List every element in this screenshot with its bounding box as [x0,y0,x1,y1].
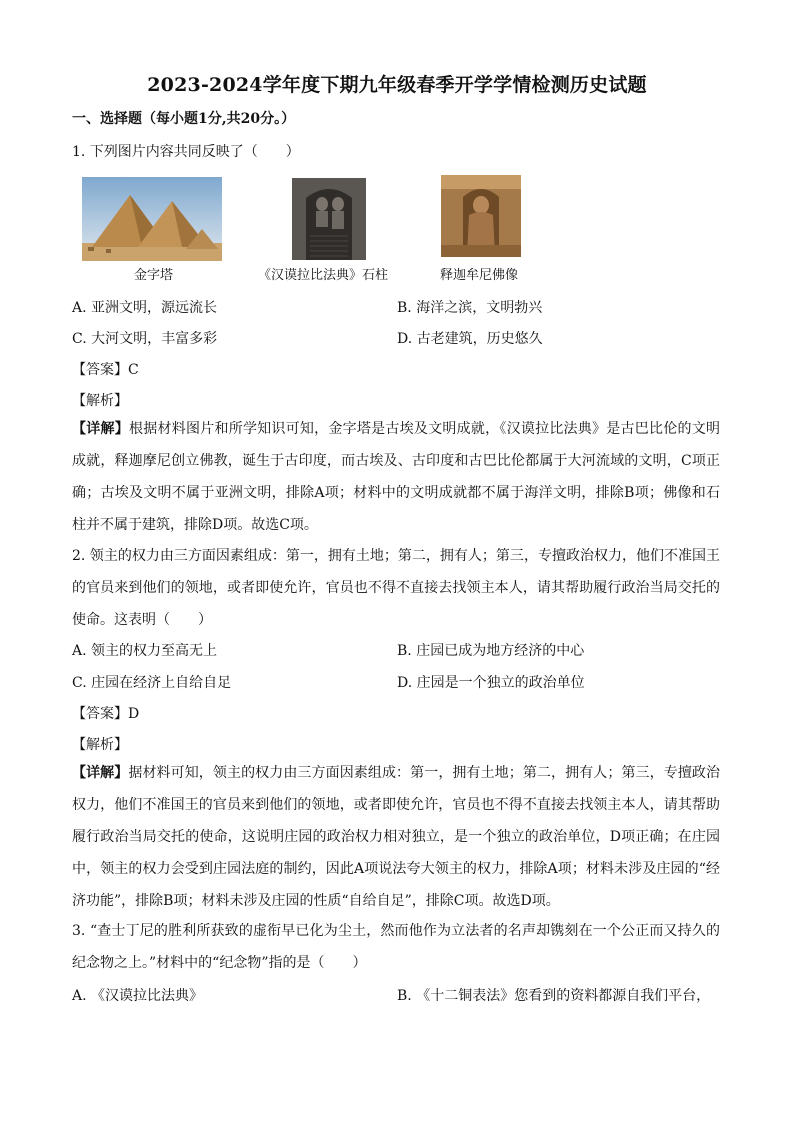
q2-option-b: B. 庄园已成为地方经济的中心 [397,643,585,659]
q3-option-a: A. 《汉谟拉比法典》 [72,988,204,1004]
q1-option-a: A. 亚洲文明，源远流长 [72,300,218,316]
q2-answer: 【答案】D [72,706,140,722]
q2-detail-label: 【详解】 [72,765,129,781]
buddha-statue-image [441,175,521,257]
q3-option-b: B. 《十二铜表法》您看到的资料都源自我们平台， [397,988,711,1004]
q2-stem: 2. 领主的权力由三方面因素组成：第一，拥有土地；第二，拥有人；第三，专擅政治权力，他们不准国王的官员来到他们的领地，或者即使允许，官员也不得不直接去找领主本人，请其帮助履行政治当局交托的使命。这表明（ ） [72,548,720,628]
q2-analysis-label: 【解析】 [72,737,128,753]
q2-detail-text: 据材料可知，领主的权力由三方面因素组成：第一，拥有土地；第二，拥有人；第三，专擅政治权力，他们不准国王的官员来到他们的领地，或者即使允许，官员也不得不直接去找领主本人，请其帮助履行政治当局交托的使命，这说明庄园的政治权力相对独立，是一个独立的政治单位，D项正确；在庄园中，领主的权力会受到庄园法庭的制约，因此A项说法夸大领主的权力，排除A项；材料未涉及庄园的“经济功能”，排除B项；材料未涉及庄园的性质“自给自足”，排除C项。故选D项。 [72,765,721,909]
q1-option-c: C. 大河文明，丰富多彩 [72,331,218,347]
q3-stem: 3. “查士丁尼的胜利所获致的虚衔早已化为尘土，然而他作为立法者的名声却镌刻在一个公正而又持久的纪念物之上。”材料中的“纪念物”指的是（ ） [72,923,720,971]
figure-caption-buddha: 释迦牟尼佛像 [440,268,519,283]
q1-detail-label: 【详解】 [72,421,129,437]
figure-caption-pyramid: 金字塔 [134,268,174,283]
section-heading: 一、选择题（每小题1分,共20分。） [72,111,296,127]
hammurabi-stele-image [292,178,366,260]
page-title: 2023-2024学年度下期九年级春季开学学情检测历史试题 [147,74,647,96]
q1-option-d: D. 古老建筑，历史悠久 [397,331,543,347]
q1-detail-text: 根据材料图片和所学知识可知，金字塔是古埃及文明成就，《汉谟拉比法典》是古巴比伦的文明成就，释迦摩尼创立佛教，诞生于古印度，而古埃及、古印度和古巴比伦都属于大河流域的文明，C项正确；古埃及文明不属于亚洲文明，排除A项；材料中的文明成就都不属于海洋文明，排除B项；佛像和石柱并不属于建筑，排除D项。故选C项。 [72,421,721,533]
q1-analysis-label: 【解析】 [72,393,128,409]
q2-option-d: D. 庄园是一个独立的政治单位 [397,675,585,691]
q2-option-a: A. 领主的权力至高无上 [72,643,218,659]
q2-option-c: C. 庄园在经济上自给自足 [72,675,232,691]
q2-detail [72,757,720,917]
q1-detail [72,413,720,541]
q1-answer: 【答案】C [72,362,139,378]
figure-caption-stele: 《汉谟拉比法典》石柱 [258,268,389,283]
q1-stem: 1. 下列图片内容共同反映了（ ） [72,144,300,160]
pyramid-image [82,177,222,261]
q1-option-b: B. 海洋之滨，文明勃兴 [397,300,543,316]
